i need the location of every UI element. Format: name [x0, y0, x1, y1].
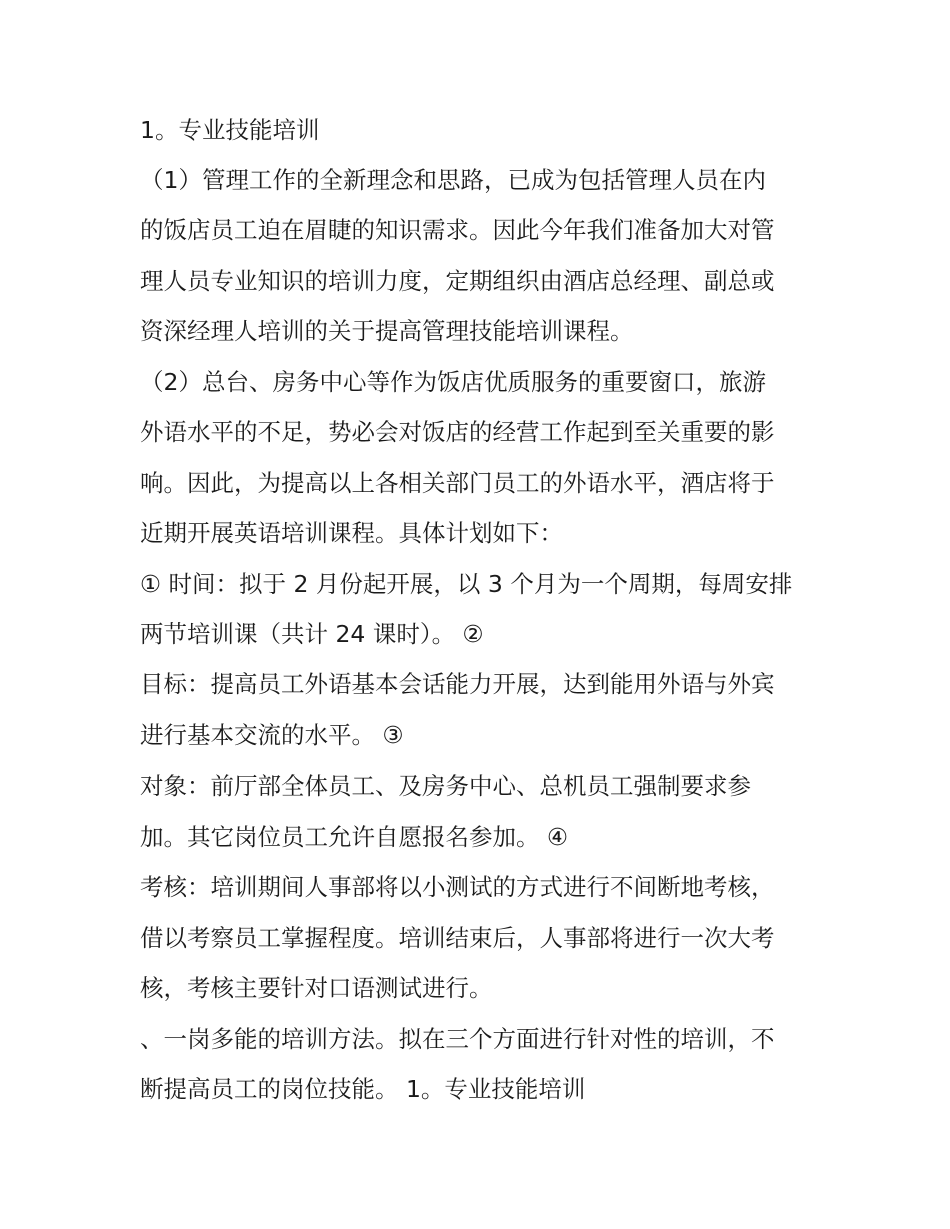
text-line: 考核：培训期间人事部将以小测试的方式进行不间断地考核，	[140, 873, 775, 901]
text-line: 理人员专业知识的培训力度，定期组织由酒店总经理、副总或	[140, 267, 775, 295]
text-line: 进行基本交流的水平。 ③	[140, 721, 404, 749]
section-heading: 1。专业技能培训	[140, 116, 320, 144]
text-line: 响。因此，为提高以上各相关部门员工的外语水平，酒店将于	[140, 469, 775, 497]
text-line: ① 时间：拟于 2 月份起开展，以 3 个月为一个周期，每周安排	[140, 570, 793, 598]
text-line: 加。其它岗位员工允许自愿报名参加。 ④	[140, 823, 569, 851]
text-line: 的饭店员工迫在眉睫的知识需求。因此今年我们准备加大对管	[140, 216, 775, 244]
text-line: 外语水平的不足，势必会对饭店的经营工作起到至关重要的影	[140, 418, 775, 446]
text-line: 资深经理人培训的关于提高管理技能培训课程。	[140, 317, 634, 345]
text-line: 两节培训课（共计 24 课时）。 ②	[140, 620, 484, 648]
text-line: （1）管理工作的全新理念和思路，已成为包括管理人员在内	[140, 166, 766, 194]
text-line: 、一岗多能的培训方法。拟在三个方面进行针对性的培训，不	[140, 1025, 775, 1053]
text-line: 对象：前厅部全体员工、及房务中心、总机员工强制要求参	[140, 772, 751, 800]
text-line: 近期开展英语培训课程。具体计划如下：	[140, 519, 563, 547]
text-line: 借以考察员工掌握程度。培训结束后，人事部将进行一次大考	[140, 924, 775, 952]
text-line: 目标：提高员工外语基本会话能力开展，达到能用外语与外宾	[140, 670, 775, 698]
text-line: （2）总台、房务中心等作为饭店优质服务的重要窗口，旅游	[140, 368, 766, 396]
text-line: 断提高员工的岗位技能。 1。专业技能培训	[140, 1075, 586, 1103]
text-line: 核，考核主要针对口语测试进行。	[140, 974, 493, 1002]
